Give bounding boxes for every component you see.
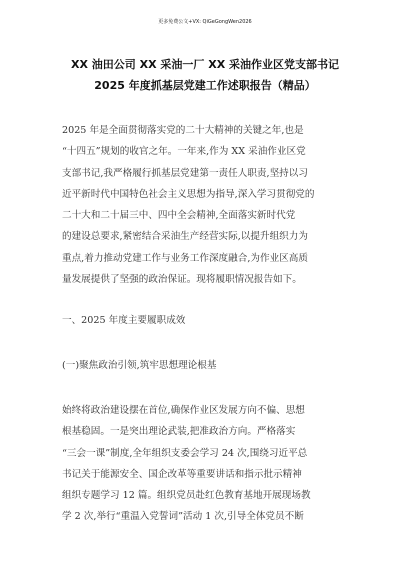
intro-line: 近平新时代中国特色社会主义思想为指导,深入学习贯彻党的 xyxy=(62,188,315,200)
document-title xyxy=(36,54,374,96)
body-line: “三会一课”制度,全年组织支委会学习 24 次,围绕习近平总 xyxy=(62,447,308,459)
subsection-heading-1: (一)聚焦政治引领,筑牢思想理论根基 xyxy=(62,360,217,371)
intro-line: “十四五”规划的收官之年。一年来,作为 XX 采油作业区党 xyxy=(62,146,306,158)
intro-line: 量发展提供了坚强的政治保证。现将履职情况报告如下。 xyxy=(62,274,302,286)
body-line: 组织专题学习 12 篇。组织党员赴红色教育基地开展现场教 xyxy=(62,490,311,502)
intro-line: 2025 年是全面贯彻落实党的二十大精神的关键之年,也是 xyxy=(62,125,304,136)
body-line: 始终将政治建设摆在首位,确保作业区发展方向不偏、思想 xyxy=(62,405,305,416)
intro-line: 二十大和二十届三中、四中全会精神,全面落实新时代党 xyxy=(62,210,296,222)
header-note: 更多免费公文+VX: QiGeGongWen2026 xyxy=(158,19,252,25)
intro-line: 支部书记,我严格履行抓基层党建第一责任人职责,坚持以习 xyxy=(62,167,308,179)
title-line-1: XX 油田公司 XX 采油一厂 XX 采油作业区党支部书记 xyxy=(70,58,340,71)
body-line: 书记关于能源安全、国企改革等重要讲话和指示批示精神 xyxy=(62,468,302,480)
body-line: 学 2 次,举行“重温入党誓词”活动 1 次,引导全体党员不断 xyxy=(62,511,304,523)
body-paragraph-2 xyxy=(62,400,362,528)
intro-line: 重点,着力推动党建工作与业务工作深度融合,为作业区高质 xyxy=(62,252,308,264)
title-line-2: 2025 年度抓基层党建工作述职报告（精品） xyxy=(94,79,316,92)
body-line: 根基稳固。一是突出理论武装,把准政治方向。严格落实 xyxy=(62,426,296,438)
section-heading-1: 一、2025 年度主要履职成效 xyxy=(62,315,186,326)
intro-line: 的建设总要求,紧密结合采油生产经营实际,以提升组织力为 xyxy=(62,231,308,243)
intro-paragraph xyxy=(62,120,362,290)
